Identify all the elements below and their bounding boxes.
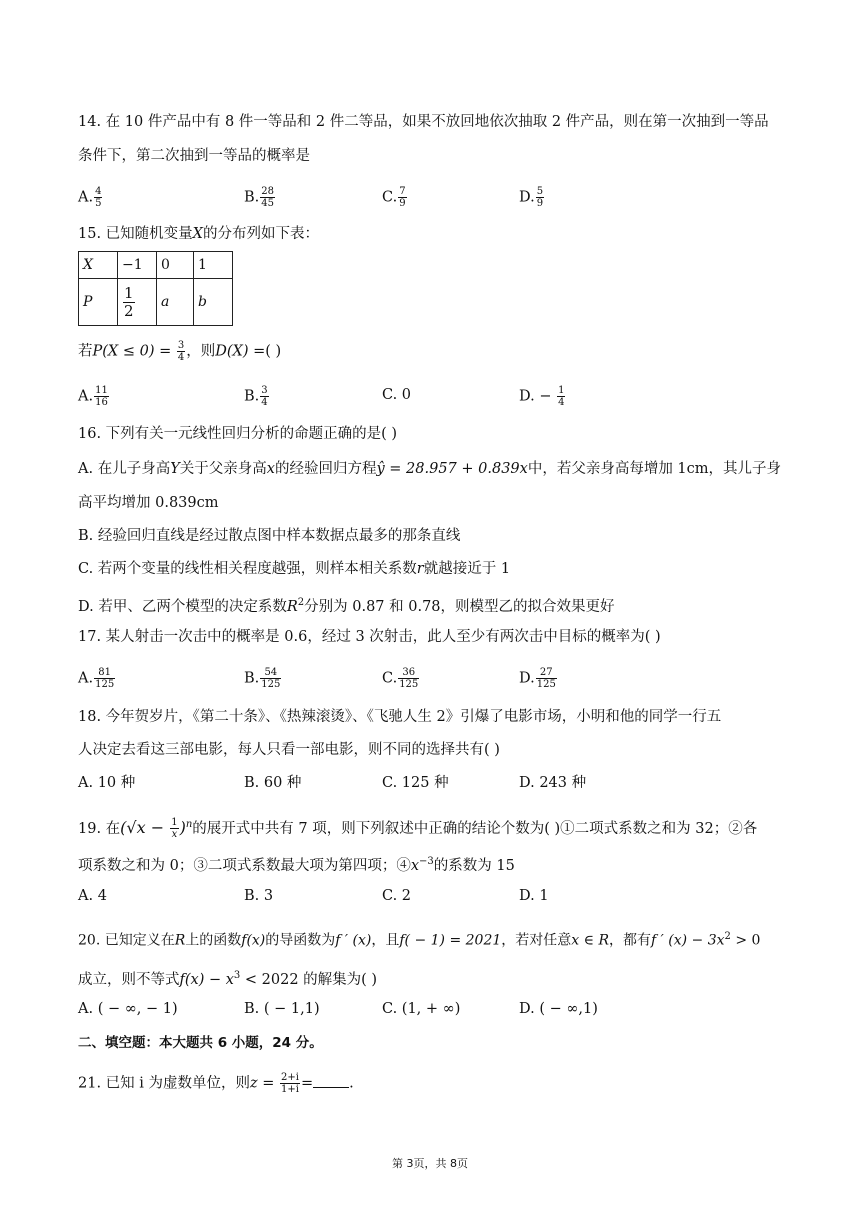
table-cell: 0 [157, 252, 194, 279]
table-cell: −1 [118, 252, 157, 279]
q18-option-a: A. 10 种 [78, 775, 136, 791]
q14-option-d: D. $\frac{5}{9}$ [519, 186, 544, 209]
q16-option-d: D. 若甲、乙两个模型的决定系数$R^2$分别为 0.87 和 0.78，则模型乙的拟合效果更好 [78, 597, 615, 615]
q16-stem: 16. 下列有关一元线性回归分析的命题正确的是( ) [78, 426, 398, 442]
table-cell: P [79, 279, 118, 326]
q19-line1: 19. 在(√x − $\frac{1}{x}$ )$^n$的展开式中共有 7 项，则下列叙述中正确的结论个数为( )①二项式系数之和为 32；②各 [78, 817, 758, 841]
q15-option-d: D. − $\frac{1}{4}$ [519, 385, 565, 408]
section-heading: 二、填空题：本大题共 6 小题，24 分。 [78, 1035, 323, 1051]
table-row [79, 252, 233, 279]
q14-line1: 14. 在 10 件产品中有 8 件一等品和 2 件二等品，如果不放回地依次抽取 2 件产品，则在第一次抽到一等品 [78, 114, 769, 130]
q18-line1: 18. 今年贺岁片，《第二十条》、《热辣滚烫》、《飞驰人生 2》引爆了电影市场，小明和他的同学一行五 [78, 709, 722, 725]
q19-option-a: A. 4 [78, 888, 107, 904]
q15-intro: 15. 已知随机变量X的分布列如下表： [78, 226, 319, 242]
q21-line: 21. 已知 i 为虚数单位，则z = $\frac{2+i}{1+i}$ = . [78, 1072, 354, 1095]
table-cell: 1 [194, 252, 233, 279]
q17-option-a: A. $\frac{81}{125}$ [78, 667, 115, 690]
page-footer: 第 3页，共 8页 [392, 1157, 468, 1170]
q19-option-b: B. 3 [244, 888, 274, 904]
q19-option-d: D. 1 [519, 888, 549, 904]
q19-line2: 项系数之和为 0；③二项式系数最大项为第四项；$④x^{-3}$的系数为 15 [78, 856, 515, 874]
q17-option-d: D. $\frac{27}{125}$ [519, 667, 556, 690]
q20-option-d: D. ( − ∞,1) [519, 1001, 598, 1017]
q17-option-b: B. $\frac{54}{125}$ [244, 667, 281, 690]
q15-option-b: B. $\frac{3}{4}$ [244, 385, 268, 408]
q14-option-c: C. $\frac{7}{9}$ [382, 186, 406, 209]
table-cell: $\frac{1}{2}$ [118, 279, 157, 326]
q18-line2: 人决定去看这三部电影，每人只看一部电影，则不同的选择共有( ) [78, 742, 500, 758]
q17-stem: 17. 某人射击一次击中的概率是 0.6，经过 3 次射击，此人至少有两次击中目标的概率为( ) [78, 629, 661, 645]
q20-option-b: B. ( − 1,1) [244, 1001, 320, 1017]
q18-option-d: D. 243 种 [519, 775, 587, 791]
q14-option-b: B. $\frac{28}{45}$ [244, 186, 274, 209]
q19-option-c: C. 2 [382, 888, 412, 904]
q15-option-c: C. 0 [382, 387, 412, 403]
q16-option-c: C. 若两个变量的线性相关程度越强，则样本相关系数r就越接近于 1 [78, 561, 511, 577]
q18-option-b: B. 60 种 [244, 775, 302, 791]
q20-option-c: C. (1, + ∞) [382, 1001, 461, 1017]
q16-option-b: B. 经验回归直线是经过散点图中样本数据点最多的那条直线 [78, 528, 461, 544]
q17-option-c: C. $\frac{36}{125}$ [382, 667, 419, 690]
q15-condition: 若P(X ≤ 0) = $\frac{3}{4}$ ，则D(X) =( ) [78, 340, 282, 363]
table-row [79, 279, 233, 326]
q15-option-a: A. $\frac{11}{16}$ [78, 385, 108, 408]
table-cell: b [194, 279, 233, 326]
q16-option-a-line1: A. 在儿子身高Y关于父亲身高x的经验回归方程ŷ = 28.957 + 0.839x中，若父亲身高每增加 1cm，其儿子身 [78, 461, 782, 477]
q16-option-a-line2: 高平均增加 0.839cm [78, 495, 219, 511]
distribution-table [78, 251, 233, 326]
answer-blank [313, 1073, 349, 1088]
table-cell: a [157, 279, 194, 326]
q20-line2: 成立，则不等式$f(x) - x^3 < 2022$ 的解集为( ) [78, 970, 378, 988]
q14-line2: 条件下，第二次抽到一等品的概率是 [78, 148, 310, 164]
q20-option-a: A. ( − ∞, − 1) [78, 1001, 178, 1017]
q14-option-a: A. $\frac{4}{5}$ [78, 186, 102, 209]
q20-line1: 20. 已知定义在R上的函数f(x)的导函数为f ′ (x)，且f( − 1) = 2021，若对任意x ∈ R，都有f ′ $(x) - 3x^2 > 0$ [78, 931, 761, 949]
table-cell: X [79, 252, 118, 279]
q18-option-c: C. 125 种 [382, 775, 449, 791]
